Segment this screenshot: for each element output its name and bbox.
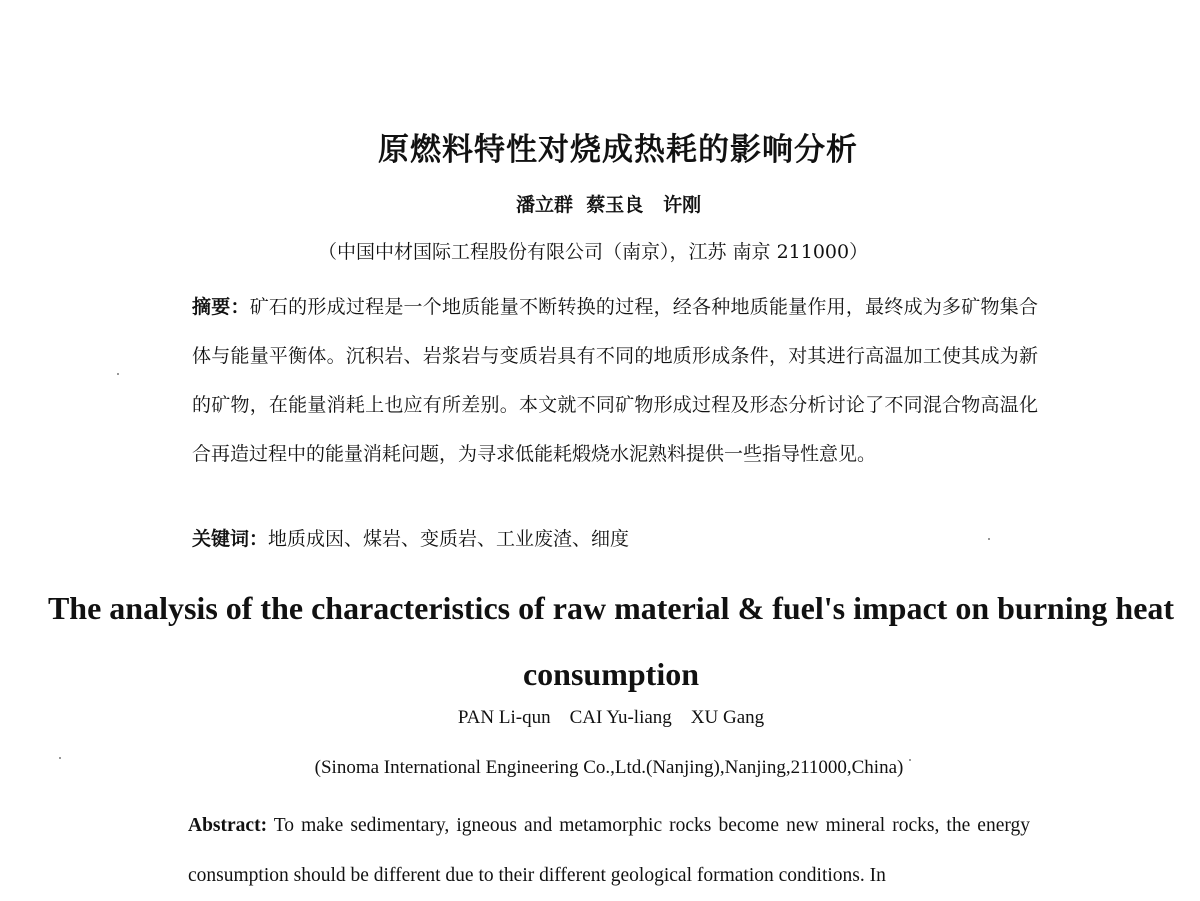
scan-speck — [59, 757, 61, 759]
scan-speck — [117, 373, 119, 375]
english-affiliation: (Sinoma International Engineering Co.,Ltd.(Nanjing),Nanjing,211000,China) — [314, 757, 904, 778]
scan-speck — [988, 538, 990, 540]
chinese-authors: 潘立群 蔡玉良 许刚 — [516, 194, 702, 216]
english-authors: PAN Li-qun CAI Yu-liang XU Gang — [457, 707, 765, 728]
english-abstract-text: To make sedimentary, igneous and metamorphic rocks become new mineral rocks, the energy consumption should be different due to their different geological formation conditions. In — [188, 815, 1030, 886]
chinese-abstract — [192, 283, 1038, 479]
chinese-abstract-label: 摘要： — [192, 296, 250, 318]
chinese-title: 原燃料特性对烧成热耗的影响分析 — [378, 132, 858, 168]
chinese-keywords-text: 地质成因、煤岩、变质岩、工业废渣、细度 — [268, 528, 630, 550]
chinese-keywords — [192, 524, 629, 551]
english-abstract — [188, 801, 1030, 901]
english-abstract-label: Abstract: — [188, 815, 268, 836]
chinese-affiliation: （中国中材国际工程股份有限公司（南京），江苏 南京 211000） — [318, 241, 869, 263]
english-title: The analysis of the characteristics of raw material & fuel's impact on burning heat consumption — [47, 590, 1175, 692]
chinese-keywords-label: 关键词： — [192, 528, 269, 550]
chinese-abstract-text: 矿石的形成过程是一个地质能量不断转换的过程，经各种地质能量作用，最终成为多矿物集合体与能量平衡体。沉积岩、岩浆岩与变质岩具有不同的地质形成条件，对其进行高温加工使其成为新的矿物，在能量消耗上也应有所差别。本文就不同矿物形成过程及形态分析讨论了不同混合物高温化合再造过程中的能量消耗问题，为寻求低能耗煅烧水泥熟料提供一些指导性意见。 — [192, 296, 1038, 465]
scan-speck — [909, 759, 911, 761]
